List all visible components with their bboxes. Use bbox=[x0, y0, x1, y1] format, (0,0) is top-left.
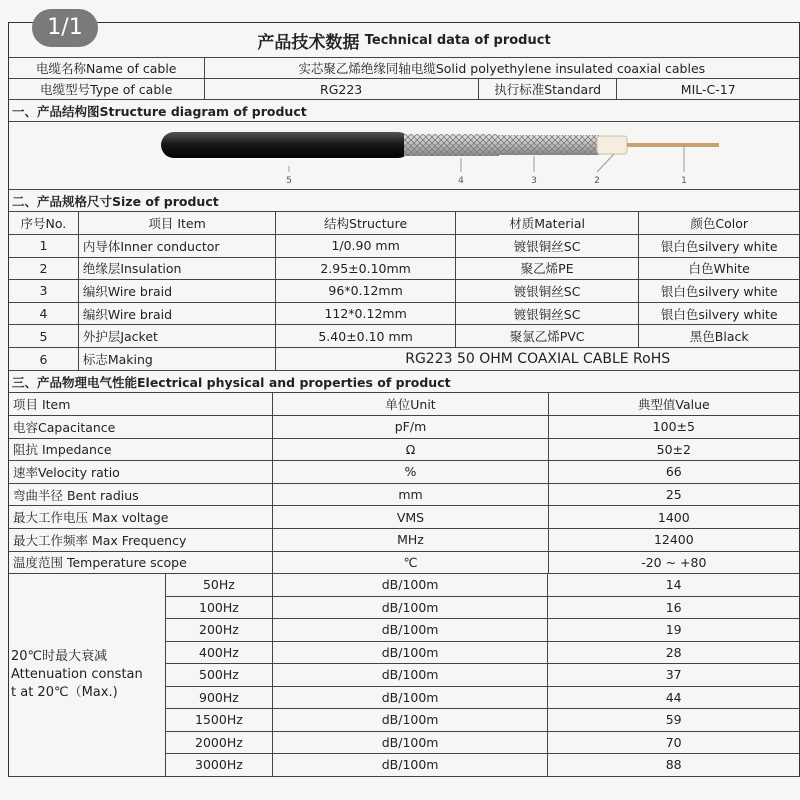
marking-row bbox=[8, 348, 800, 371]
size-item-cell: 编织Wire braid bbox=[79, 280, 277, 302]
section-size-row bbox=[8, 190, 800, 212]
attenuation-unit-cell: dB/100m bbox=[273, 574, 549, 596]
section-properties-row bbox=[8, 371, 800, 393]
size-no-cell: 4 bbox=[9, 303, 79, 325]
size-table-row bbox=[8, 258, 800, 281]
prop-item-cell: 弯曲半径 Bent radius bbox=[9, 484, 273, 506]
cable-type-value: RG223 bbox=[205, 79, 479, 99]
insulation-layer bbox=[597, 136, 627, 154]
page-title bbox=[9, 23, 799, 57]
size-color-cell: 银白色silvery white bbox=[660, 283, 778, 299]
cable-name-label: 电缆名称Name of cable bbox=[9, 58, 205, 78]
attenuation-freq-cell: 500Hz bbox=[166, 664, 273, 686]
size-structure-cell: 96*0.12mm bbox=[276, 280, 456, 302]
attenuation-table-row bbox=[166, 709, 800, 732]
prop-item-cell: 阻抗 Impedance bbox=[9, 439, 273, 461]
attenuation-table-row bbox=[166, 664, 800, 687]
attenuation-unit-cell: dB/100m bbox=[273, 597, 549, 619]
standard-value: MIL-C-17 bbox=[680, 81, 736, 97]
size-header-no: 序号No. bbox=[9, 212, 79, 234]
size-color-cell: 银白色silvery white bbox=[660, 306, 778, 322]
prop-value-cell: 50±2 bbox=[656, 441, 691, 457]
attenuation-value-cell: 59 bbox=[665, 712, 682, 728]
size-color-cell: 白色White bbox=[688, 261, 750, 277]
prop-header-item: 项目 Item bbox=[9, 393, 273, 415]
size-no-cell: 2 bbox=[9, 258, 79, 280]
prop-value-cell: 1400 bbox=[657, 509, 690, 525]
size-no-cell: 5 bbox=[9, 325, 79, 347]
marking-no: 6 bbox=[9, 348, 79, 370]
cable-illustration bbox=[9, 122, 799, 188]
attenuation-value-cell: 37 bbox=[665, 667, 682, 683]
attenuation-table-row bbox=[166, 574, 800, 597]
properties-table-row bbox=[8, 416, 800, 439]
prop-unit-cell: MHz bbox=[273, 529, 548, 551]
title-row bbox=[8, 22, 800, 58]
prop-header-value: 典型值Value bbox=[637, 397, 710, 412]
cable-name-row bbox=[8, 58, 800, 79]
attenuation-freq-cell: 50Hz bbox=[166, 574, 273, 596]
size-item-cell: 内导体Inner conductor bbox=[79, 235, 277, 257]
properties-table-row bbox=[8, 484, 800, 507]
prop-item-cell: 最大工作电压 Max voltage bbox=[9, 506, 273, 528]
size-structure-cell: 2.95±0.10mm bbox=[276, 258, 456, 280]
prop-value-cell: 66 bbox=[665, 464, 682, 480]
prop-value-cell: 12400 bbox=[653, 532, 694, 548]
prop-item-cell: 电容Capacitance bbox=[9, 416, 273, 438]
prop-item-cell: 速率Velocity ratio bbox=[9, 461, 273, 483]
size-item-cell: 外护层Jacket bbox=[79, 325, 277, 347]
attenuation-value-cell: 16 bbox=[665, 599, 682, 615]
properties-table-header bbox=[8, 393, 800, 416]
attenuation-unit-cell: dB/100m bbox=[273, 642, 549, 664]
size-material-cell: 聚氯乙烯PVC bbox=[456, 325, 640, 347]
attenuation-value-cell: 28 bbox=[665, 644, 682, 660]
size-table-row bbox=[8, 325, 800, 348]
size-table-row bbox=[8, 280, 800, 303]
size-material-cell: 聚乙烯PE bbox=[456, 258, 640, 280]
marking-value: RG223 50 OHM COAXIAL CABLE RoHS bbox=[405, 351, 671, 367]
attenuation-freq-cell: 400Hz bbox=[166, 642, 273, 664]
prop-unit-cell: % bbox=[273, 461, 548, 483]
attenuation-freq-cell: 2000Hz bbox=[166, 732, 273, 754]
attenuation-table-row bbox=[166, 597, 800, 620]
prop-unit-cell: Ω bbox=[273, 439, 548, 461]
attenuation-freq-cell: 1500Hz bbox=[166, 709, 273, 731]
attenuation-value-cell: 19 bbox=[665, 622, 682, 638]
attenuation-table-row bbox=[166, 642, 800, 665]
attenuation-table-row bbox=[166, 754, 800, 777]
jacket-layer bbox=[161, 132, 411, 158]
size-header-color: 颜色Color bbox=[690, 216, 749, 231]
attenuation-label: 20℃时最大衰减 Attenuation constan t at 20℃（Max.) bbox=[8, 574, 166, 777]
cable-name-value: 实芯聚乙烯绝缘同轴电缆Solid polyethylene insulated coaxial cables bbox=[298, 61, 706, 76]
page-indicator[interactable]: 1/1 bbox=[32, 9, 98, 47]
properties-table-row bbox=[8, 461, 800, 484]
diagram-label-2: 2 bbox=[594, 176, 600, 186]
section-structure-row bbox=[8, 100, 800, 122]
section-properties-heading: 三、产品物理电气性能Electrical physical and properties of product bbox=[12, 374, 451, 390]
attenuation-table-row bbox=[166, 619, 800, 642]
prop-item-cell: 温度范围 Temperature scope bbox=[9, 552, 273, 574]
size-material-cell: 镀银铜丝SC bbox=[456, 280, 640, 302]
attenuation-unit-cell: dB/100m bbox=[273, 754, 549, 776]
size-structure-cell: 5.40±0.10 mm bbox=[276, 325, 456, 347]
properties-table-row bbox=[8, 529, 800, 552]
size-no-cell: 3 bbox=[9, 280, 79, 302]
attenuation-freq-cell: 200Hz bbox=[166, 619, 273, 641]
prop-unit-cell: mm bbox=[273, 484, 548, 506]
properties-table-row bbox=[8, 439, 800, 462]
prop-value-cell: -20 ~ +80 bbox=[641, 554, 707, 570]
size-structure-cell: 1/0.90 mm bbox=[276, 235, 456, 257]
attenuation-table-row bbox=[166, 732, 800, 755]
size-item-cell: 编织Wire braid bbox=[79, 303, 277, 325]
cable-type-label: 电缆型号Type of cable bbox=[9, 79, 205, 99]
diagram-label-5: 5 bbox=[286, 176, 292, 186]
attenuation-table-row bbox=[166, 687, 800, 710]
attenuation-value-cell: 70 bbox=[665, 734, 682, 750]
size-item-cell: 绝缘层Insulation bbox=[79, 258, 277, 280]
size-color-cell: 银白色silvery white bbox=[660, 238, 778, 254]
diagram-label-3: 3 bbox=[531, 176, 537, 186]
properties-table-row bbox=[8, 506, 800, 529]
attenuation-freq-cell: 900Hz bbox=[166, 687, 273, 709]
size-table-header bbox=[8, 212, 800, 235]
attenuation-value-cell: 44 bbox=[665, 689, 682, 705]
attenuation-freq-cell: 3000Hz bbox=[166, 754, 273, 776]
size-header-material: 材质Material bbox=[456, 212, 640, 234]
attenuation-value-cell: 14 bbox=[665, 577, 682, 593]
prop-unit-cell: VMS bbox=[273, 506, 548, 528]
diagram-label-1: 1 bbox=[681, 176, 687, 186]
size-color-cell: 黑色Black bbox=[689, 329, 749, 345]
prop-item-cell: 最大工作频率 Max Frequency bbox=[9, 529, 273, 551]
diagram-label-4: 4 bbox=[458, 176, 464, 186]
prop-header-unit: 单位Unit bbox=[273, 393, 548, 415]
attenuation-value-cell: 88 bbox=[665, 757, 682, 773]
size-material-cell: 镀银铜丝SC bbox=[456, 235, 640, 257]
properties-table-row bbox=[8, 552, 800, 575]
size-header-item: 项目 Item bbox=[79, 212, 277, 234]
cable-type-row bbox=[8, 79, 800, 100]
cable-structure-diagram bbox=[8, 122, 800, 190]
title-en: Technical data of product bbox=[364, 32, 551, 48]
attenuation-unit-cell: dB/100m bbox=[273, 687, 549, 709]
standard-label: 执行标准Standard bbox=[479, 79, 618, 99]
title-cn: 产品技术数据 bbox=[257, 32, 360, 53]
prop-unit-cell: pF/m bbox=[273, 416, 548, 438]
attenuation-unit-cell: dB/100m bbox=[273, 664, 549, 686]
size-structure-cell: 112*0.12mm bbox=[276, 303, 456, 325]
inner-conductor bbox=[627, 143, 719, 147]
section-structure-heading: 一、产品结构图Structure diagram of product bbox=[12, 103, 307, 119]
size-header-structure: 结构Structure bbox=[276, 212, 456, 234]
prop-value-cell: 100±5 bbox=[652, 419, 695, 435]
technical-data-sheet bbox=[8, 22, 800, 800]
attenuation-freq-cell: 100Hz bbox=[166, 597, 273, 619]
marking-item: 标志Making bbox=[79, 348, 277, 370]
attenuation-unit-cell: dB/100m bbox=[273, 619, 549, 641]
attenuation-unit-cell: dB/100m bbox=[273, 732, 549, 754]
attenuation-unit-cell: dB/100m bbox=[273, 709, 549, 731]
size-table-row bbox=[8, 303, 800, 326]
section-size-heading: 二、产品规格尺寸Size of product bbox=[12, 193, 219, 209]
size-no-cell: 1 bbox=[9, 235, 79, 257]
size-material-cell: 镀银铜丝SC bbox=[456, 303, 640, 325]
prop-unit-cell: ℃ bbox=[273, 552, 548, 574]
prop-value-cell: 25 bbox=[665, 487, 682, 503]
size-table-row bbox=[8, 235, 800, 258]
